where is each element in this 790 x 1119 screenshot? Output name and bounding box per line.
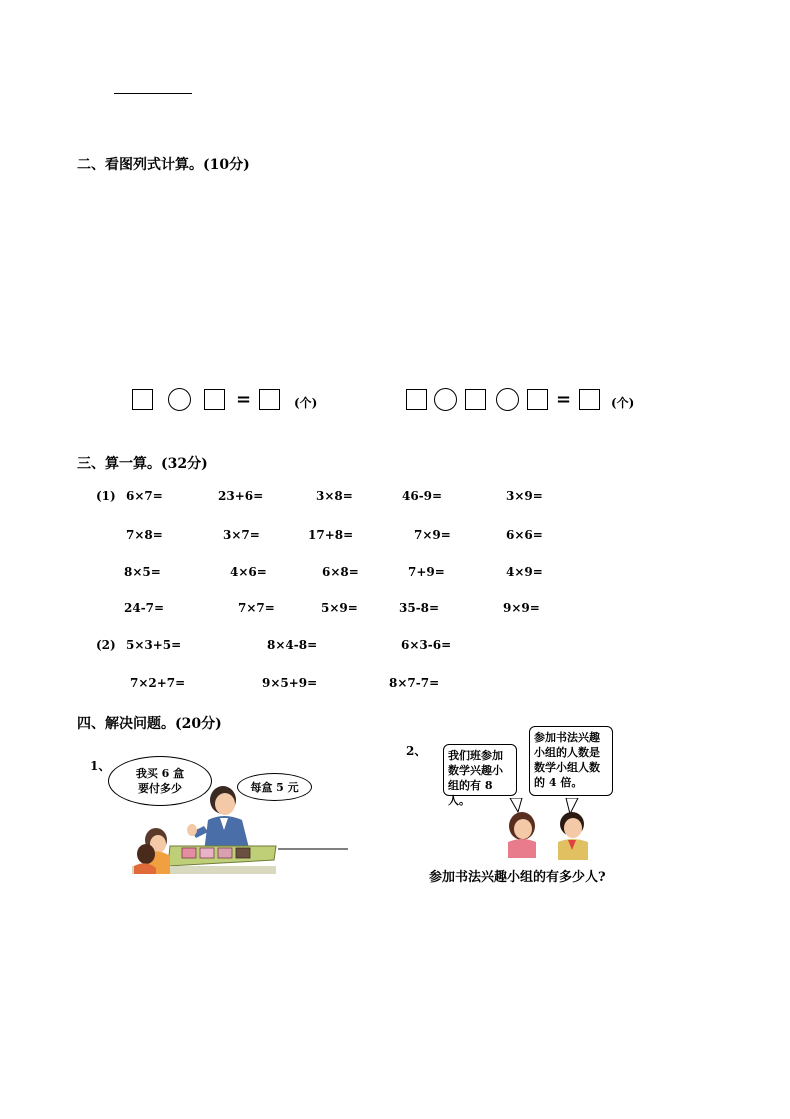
problem2-question: 参加书法兴趣小组的有多少人? (429, 870, 606, 885)
operator-circle[interactable] (434, 388, 457, 411)
calc-item: 8×5= (124, 565, 161, 579)
calc-item: 6×6= (506, 528, 543, 542)
answer-box[interactable] (465, 389, 486, 410)
calc-item: 7×7= (238, 601, 275, 615)
calc-item: 5×3+5= (126, 638, 182, 652)
operator-circle[interactable] (168, 388, 191, 411)
answer-box[interactable] (579, 389, 600, 410)
unit-label: (个) (611, 396, 635, 410)
calc-item: 3×8= (316, 489, 353, 503)
calc-item: 7×2+7= (130, 676, 186, 690)
children-picture (500, 798, 600, 864)
speech-bubble-boy: 参加书法兴趣小组的人数是数学小组人数的 4 倍。 (529, 726, 613, 796)
calc-item: 6×3-6= (401, 638, 452, 652)
equals-sign: = (236, 389, 252, 410)
calc-item: 8×7-7= (389, 676, 440, 690)
calc-item: 4×9= (506, 565, 543, 579)
calc-item: 46-9= (402, 489, 443, 503)
speech-bubble-child: 我买 6 盒 要付多少 (108, 756, 212, 806)
calc-item: 9×9= (503, 601, 540, 615)
calc-item: 7×9= (414, 528, 451, 542)
part1-label: (1) (96, 489, 116, 503)
calc-item: 7×8= (126, 528, 163, 542)
equals-sign: = (556, 389, 572, 410)
unit-label: (个) (294, 396, 318, 410)
section2-title: 二、看图列式计算。(10分) (77, 157, 250, 173)
calc-item: 4×6= (230, 565, 267, 579)
calc-item: 3×9= (506, 489, 543, 503)
calc-item: 17+8= (308, 528, 354, 542)
calc-item: 6×7= (126, 489, 163, 503)
calc-item: 24-7= (124, 601, 165, 615)
speech-bubble-girl: 我们班参加数学兴趣小组的有 8 人。 (443, 744, 517, 796)
speech-bubble-teacher: 每盒 5 元 (237, 773, 312, 801)
answer-box[interactable] (527, 389, 548, 410)
answer-box[interactable] (406, 389, 427, 410)
shop-counter-picture (124, 782, 350, 876)
operator-circle[interactable] (496, 388, 519, 411)
calc-item: 9×5+9= (262, 676, 318, 690)
problem2-number: 2、 (406, 744, 427, 758)
part2-label: (2) (96, 638, 116, 652)
section4-title: 四、解决问题。(20分) (77, 716, 222, 732)
top-answer-line (114, 93, 192, 94)
answer-box[interactable] (132, 389, 153, 410)
calc-item: 23+6= (218, 489, 264, 503)
calc-item: 5×9= (321, 601, 358, 615)
calc-item: 3×7= (223, 528, 260, 542)
calc-item: 6×8= (322, 565, 359, 579)
calc-item: 35-8= (399, 601, 440, 615)
answer-box[interactable] (259, 389, 280, 410)
answer-box[interactable] (204, 389, 225, 410)
problem1-number: 1、 (90, 759, 111, 773)
calc-item: 7+9= (408, 565, 445, 579)
section3-title: 三、算一算。(32分) (77, 456, 208, 472)
calc-item: 8×4-8= (267, 638, 318, 652)
